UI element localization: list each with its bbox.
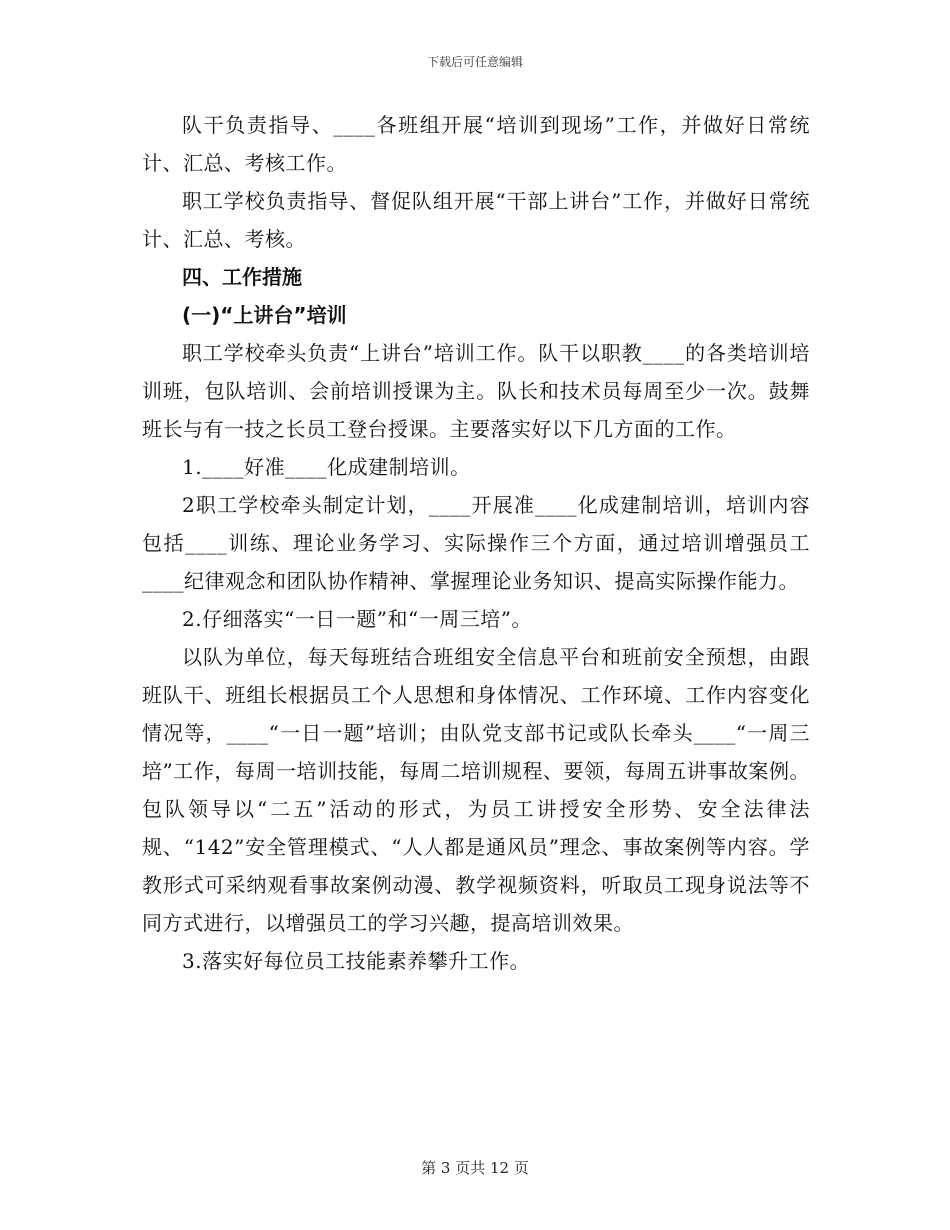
paragraph: 队干负责指导、____各班组开展“培训到现场”工作，并做好日常统计、汇总、考核工作。 [142,113,810,175]
page-footer: 第 3 页共 12 页 [421,1159,529,1177]
paragraph: 职工学校负责指导、督促队组开展“干部上讲台”工作，并做好日常统计、汇总、考核。 [142,189,810,251]
section-heading: 四、工作措施 [182,265,302,289]
page-header: 下载后可任意编辑 [426,55,523,69]
paragraph: 3.落实好每位员工技能素养攀升工作。 [182,949,531,973]
paragraph: 2.仔细落实“一日一题”和“一周三培”。 [182,607,532,631]
paragraph: 1.____好准____化成建制培训。 [182,455,471,479]
paragraph: 以队为单位，每天每班结合班组安全信息平台和班前安全预想，由跟班队干、班组长根据员工个人思想和身体情况、工作环境、工作内容变化情况等，____“一日一题”培训；由队党支部书记或队长牵头____“一周三培”工作，每周一培训技能，每周二培训规程、要领，每周五讲事故案例。包队领导以“二五”活动的形式，为员工讲授安全形势、安全法律法规、“142”安全管理模式、“人人都是通风员”理念、事故案例等内容。学教形式可采纳观看事故案例动漫、教学视频资料，听取员工现身说法等不同方式进行，以增强员工的学习兴趣，提高培训效果。 [142,645,810,935]
document-body [142,106,810,980]
paragraph: 2职工学校牵头制定计划，____开展准____化成建制培训，培训内容包括____训练、理论业务学习、实际操作三个方面，通过培训增强员工____纪律观念和团队协作精神、掌握理论业务知识、提高实际操作能力。 [142,493,810,593]
subsection-heading: (一)“上讲台”培训 [182,303,347,327]
paragraph: 职工学校牵头负责“上讲台”培训工作。队干以职教____的各类培训培训班，包队培训、会前培训授课为主。队长和技术员每周至少一次。鼓舞班长与有一技之长员工登台授课。主要落实好以下几方面的工作。 [142,341,810,441]
